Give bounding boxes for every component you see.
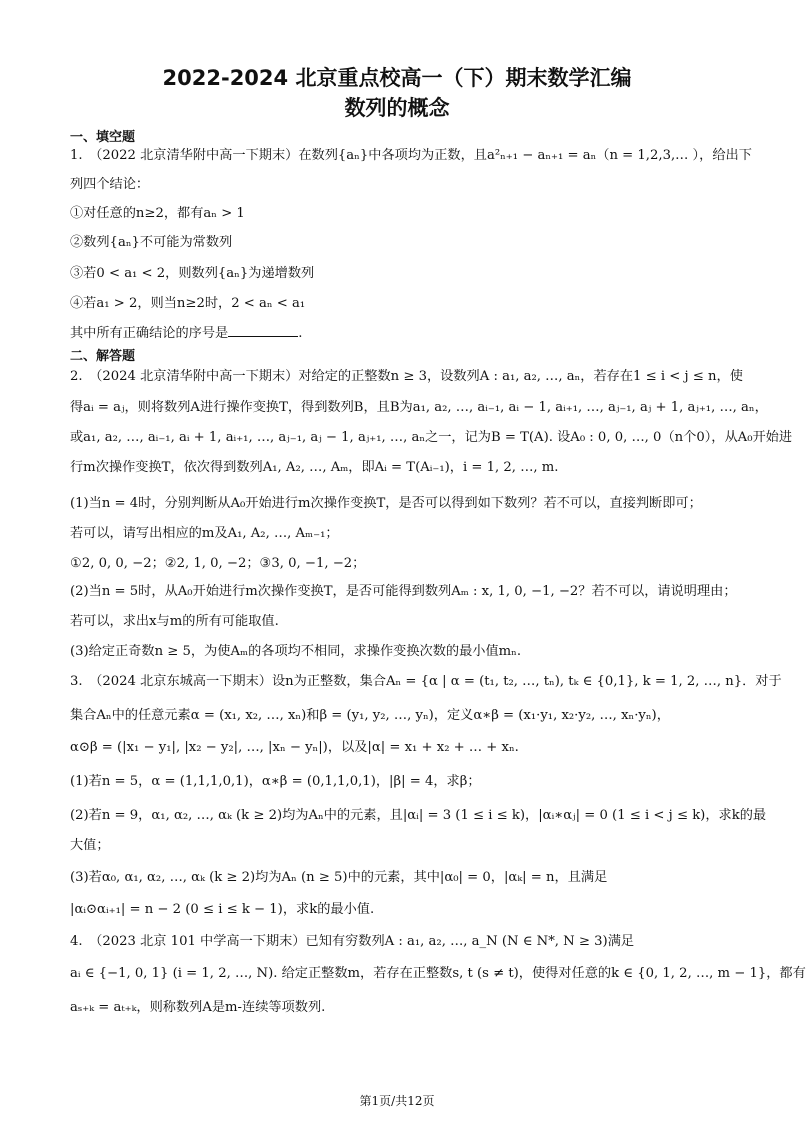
q3-line: 3. （2024 北京东城高一下期末）设n为正整数，集合Aₙ = {α | α = (t₁, t₂, …, tₙ), tₖ ∈ {0,1}, k = 1, 2, …, n}．对于 [70,674,782,689]
q3-line: α⊙β = (|x₁ − y₁|, |x₂ − y₂|, …, |xₙ − yₙ|)，以及|α| = x₁ + x₂ + … + xₙ. [70,740,519,755]
q3-part: (1)若n = 5，α = (1,1,1,0,1)，α∗β = (0,1,1,0,1)，|β| = 4，求β； [70,774,481,789]
section-fill-blank: 一、填空题 [70,130,136,145]
q1-answer-line: 其中所有正确结论的序号是 . [70,326,303,341]
q2-line: 行m次操作变换T，依次得到数列A₁, A₂, …, Aₘ，即Aᵢ = T(Aᵢ₋₁)，i = 1, 2, …, m. [70,460,559,475]
q3-line: 集合Aₙ中的任意元素α = (x₁, x₂, …, xₙ)和β = (y₁, y₂, …, yₙ)，定义α∗β = (x₁·y₁, x₂·y₂, …, xₙ·yₙ)， [70,708,670,723]
q1-line: 列四个结论： [70,177,150,192]
answer-blank [228,324,298,337]
q2-part: (3)给定正奇数n ≥ 5，为使Aₘ的各项均不相同，求操作变换次数的最小值mₙ. [70,644,522,659]
q2-line: 或a₁, a₂, …, aᵢ₋₁, aᵢ + 1, aᵢ₊₁, …, aⱼ₋₁, aⱼ − 1, aⱼ₊₁, …, aₙ之一，记为B = T(A). 设A₀ : 0, 0, …, 0（n个0），从A₀开始进 [70,430,793,445]
q3-part: (2)若n = 9，α₁, α₂, …, αₖ (k ≥ 2)均为Aₙ中的元素，且|αᵢ| = 3 (1 ≤ i ≤ k)，|αᵢ∗αⱼ| = 0 (1 ≤ i < j ≤ k)，求k的最 [70,808,767,823]
section-solution: 二、解答题 [70,349,136,364]
q4-line: aₛ₊ₖ = aₜ₊ₖ，则称数列A是m-连续等项数列. [70,1000,326,1015]
doc-subtitle: 数列的概念 [344,96,450,120]
page-footer: 第1页/共12页 [359,1094,435,1108]
q3-part: (3)若α₀, α₁, α₂, …, αₖ (k ≥ 2)均为Aₙ (n ≥ 5)中的元素，其中|α₀| = 0，|αₖ| = n，且满足 [70,870,608,885]
q2-line: 得aᵢ = aⱼ，则将数列A进行操作变换T，得到数列B，且B为a₁, a₂, …, aᵢ₋₁, aᵢ − 1, aᵢ₊₁, …, aⱼ₋₁, aⱼ + 1, aⱼ₊₁, …, aₙ， [70,400,768,415]
q4-line: 4. （2023 北京 101 中学高一下期末）已知有穷数列A : a₁, a₂, …, a_N (N ∈ N*, N ≥ 3)满足 [70,934,635,949]
doc-title: 2022-2024 北京重点校高一（下）期末数学汇编 [162,66,632,90]
q2-line: 2. （2024 北京清华附中高一下期末）对给定的正整数n ≥ 3，设数列A : a₁, a₂, …, aₙ，若存在1 ≤ i < j ≤ n，使 [70,369,743,384]
q3-part: |αᵢ⊙αᵢ₊₁| = n − 2 (0 ≤ i ≤ k − 1)，求k的最小值. [70,902,375,917]
q1-line: 1. （2022 北京清华附中高一下期末）在数列{aₙ}中各项均为正数，且a²ₙ₊₁ − aₙ₊₁ = aₙ（n = 1,2,3,… ），给出下 [70,148,752,163]
q1-option: ①对任意的n≥2，都有aₙ > 1 [70,206,245,221]
q1-option: ④若a₁ > 2，则当n≥2时，2 < aₙ < a₁ [70,296,306,311]
q4-line: aᵢ ∈ {−1, 0, 1} (i = 1, 2, …, N). 给定正整数m，若存在正整数s, t (s ≠ t)，使得对任意的k ∈ {0, 1, 2, …, m − 1}，都有 [70,966,806,981]
q2-part: (2)当n = 5时，从A₀开始进行m次操作变换T，是否可能得到数列Aₘ : x, 1, 0, −1, −2？若不可以，请说明理由； [70,584,737,599]
q3-part: 大值； [70,838,110,853]
q2-part: 若可以，求出x与m的所有可能取值. [70,614,279,629]
q1-option: ③若0 < a₁ < 2，则数列{aₙ}为递增数列 [70,266,315,281]
q1-option: ②数列{aₙ}不可能为常数列 [70,235,233,250]
q2-part: 若可以，请写出相应的m及A₁, A₂, …, Aₘ₋₁； [70,526,339,541]
q2-part: (1)当n = 4时，分别判断从A₀开始进行m次操作变换T，是否可以得到如下数列？若不可以，直接判断即可； [70,496,702,511]
q1-answer-prompt: 其中所有正确结论的序号是 [70,326,229,341]
q2-part: ①2, 0, 0, −2；②2, 1, 0, −2；③3, 0, −1, −2； [70,556,366,571]
